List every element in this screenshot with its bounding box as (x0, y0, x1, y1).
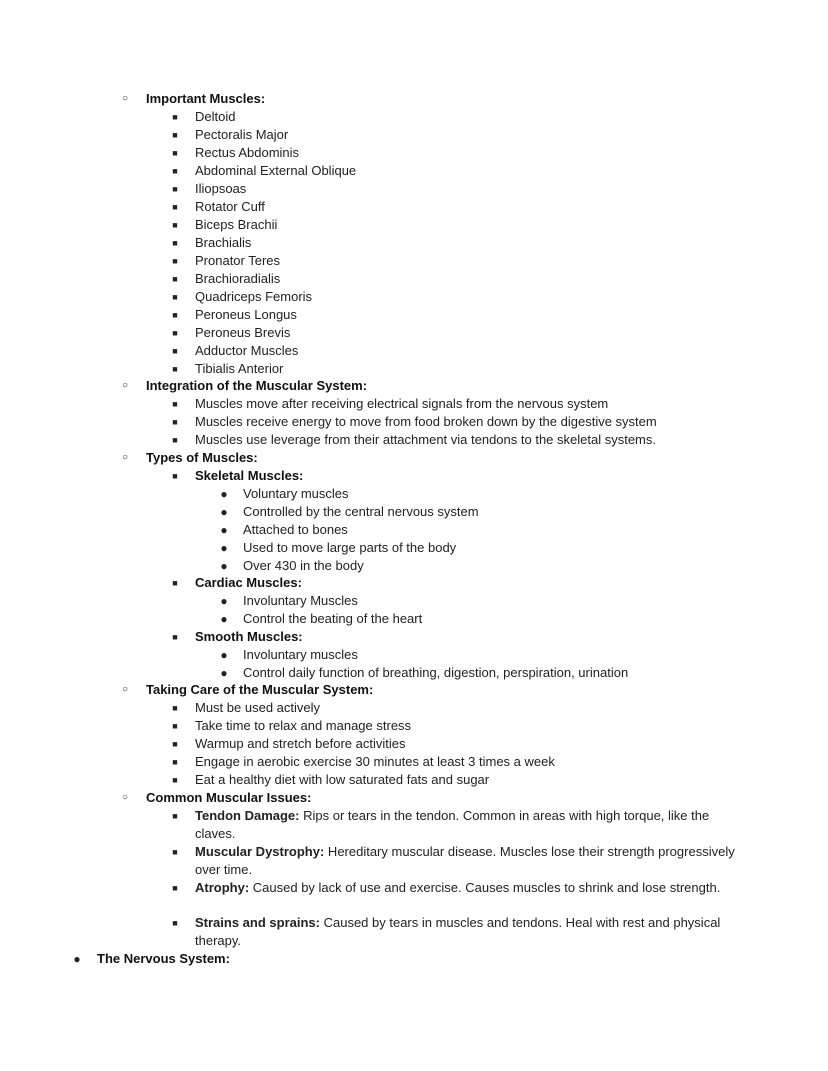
square-bullet-icon: ■ (172, 435, 178, 445)
square-bullet-icon: ■ (172, 775, 178, 785)
section-heading: Common Muscular Issues: (146, 790, 312, 805)
list-item-text: Muscles receive energy to move from food broken down by the digestive system (195, 414, 657, 429)
list-item-text: Abdominal External Oblique (195, 163, 357, 178)
list-item-text: Peroneus Longus (195, 307, 297, 322)
list-item-text: Attached to bones (243, 522, 348, 537)
list-item-text: Must be used actively (195, 700, 321, 715)
square-bullet-icon: ■ (172, 220, 178, 230)
square-bullet-icon: ■ (172, 310, 178, 320)
issue-term: Muscular Dystrophy: (195, 844, 325, 859)
list-item-text: Muscles move after receiving electrical signals from the nervous system (195, 396, 609, 411)
hollow-bullet-icon: ○ (121, 452, 129, 463)
list-item-text: Pectoralis Major (195, 127, 289, 142)
dot-bullet-icon: ● (220, 648, 228, 662)
square-bullet-icon: ■ (172, 703, 178, 713)
list-item-text: Take time to relax and manage stress (195, 718, 412, 733)
list-item-text: Eat a healthy diet with low saturated fats and sugar (195, 772, 490, 787)
section-heading: Important Muscles: (146, 91, 266, 106)
list-item-text: Warmup and stretch before activities (195, 736, 406, 751)
dot-bullet-icon: ● (73, 952, 81, 966)
square-bullet-icon: ■ (172, 811, 178, 821)
section-heading: Types of Muscles: (146, 450, 258, 465)
list-item-text: Biceps Brachii (195, 217, 278, 232)
square-bullet-icon: ■ (172, 721, 178, 731)
issue-description: Hereditary muscular disease. Muscles lose their strength progressively over time. (195, 844, 735, 877)
issue-term: Atrophy: (195, 880, 250, 895)
list-item-text: Adductor Muscles (195, 343, 299, 358)
list-item-text: Control daily function of breathing, digestion, perspiration, urination (243, 665, 629, 680)
issue-description: Rips or tears in the tendon. Common in areas with high torque, like the claves. (195, 808, 710, 841)
dot-bullet-icon: ● (220, 505, 228, 519)
square-bullet-icon: ■ (172, 883, 178, 893)
subsection-heading: Cardiac Muscles: (195, 575, 302, 590)
square-bullet-icon: ■ (172, 166, 178, 176)
square-bullet-icon: ■ (172, 757, 178, 767)
dot-bullet-icon: ● (220, 612, 228, 626)
square-bullet-icon: ■ (172, 346, 178, 356)
hollow-bullet-icon: ○ (121, 684, 129, 695)
issue-text (195, 879, 735, 897)
list-item-text: Control the beating of the heart (243, 611, 423, 626)
square-bullet-icon: ■ (172, 578, 178, 588)
square-bullet-icon: ■ (172, 184, 178, 194)
section-heading: Taking Care of the Muscular System: (146, 682, 374, 697)
list-item-text: Deltoid (195, 109, 236, 124)
square-bullet-icon: ■ (172, 847, 178, 857)
list-item-text: Brachioradialis (195, 271, 281, 286)
hollow-bullet-icon: ○ (121, 792, 129, 803)
list-item-text: Quadriceps Femoris (195, 289, 313, 304)
square-bullet-icon: ■ (172, 292, 178, 302)
square-bullet-icon: ■ (172, 202, 178, 212)
list-item-text: Used to move large parts of the body (243, 540, 457, 555)
dot-bullet-icon: ● (220, 487, 228, 501)
square-bullet-icon: ■ (172, 471, 178, 481)
issue-text (195, 843, 735, 879)
dot-bullet-icon: ● (220, 541, 228, 555)
dot-bullet-icon: ● (220, 559, 228, 573)
square-bullet-icon: ■ (172, 256, 178, 266)
list-item-text: Peroneus Brevis (195, 325, 291, 340)
square-bullet-icon: ■ (172, 918, 178, 928)
square-bullet-icon: ■ (172, 364, 178, 374)
dot-bullet-icon: ● (220, 523, 228, 537)
square-bullet-icon: ■ (172, 130, 178, 140)
square-bullet-icon: ■ (172, 238, 178, 248)
list-item-text: Rectus Abdominis (195, 145, 300, 160)
square-bullet-icon: ■ (172, 417, 178, 427)
list-item-text: Involuntary muscles (243, 647, 358, 662)
issue-term: Tendon Damage: (195, 808, 300, 823)
dot-bullet-icon: ● (220, 594, 228, 608)
issue-description: Caused by tears in muscles and tendons. Heal with rest and physical therapy. (195, 915, 721, 948)
topic-heading: The Nervous System: (97, 951, 230, 966)
issue-term: Strains and sprains: (195, 915, 320, 930)
issue-description: Caused by lack of use and exercise. Causes muscles to shrink and lose strength. (249, 880, 721, 895)
list-item-text: Involuntary Muscles (243, 593, 358, 608)
square-bullet-icon: ■ (172, 632, 178, 642)
issue-text (195, 807, 735, 843)
dot-bullet-icon: ● (220, 666, 228, 680)
square-bullet-icon: ■ (172, 399, 178, 409)
square-bullet-icon: ■ (172, 739, 178, 749)
subsection-heading: Smooth Muscles: (195, 629, 303, 644)
square-bullet-icon: ■ (172, 112, 178, 122)
list-item-text: Engage in aerobic exercise 30 minutes at least 3 times a week (195, 754, 555, 769)
hollow-bullet-icon: ○ (121, 93, 129, 104)
subsection-heading: Skeletal Muscles: (195, 468, 304, 483)
list-item-text: Tibialis Anterior (195, 361, 284, 376)
section-heading: Integration of the Muscular System: (146, 378, 368, 393)
list-item-text: Brachialis (195, 235, 252, 250)
list-item-text: Iliopsoas (195, 181, 247, 196)
list-item-text: Over 430 in the body (243, 558, 364, 573)
square-bullet-icon: ■ (172, 328, 178, 338)
square-bullet-icon: ■ (172, 274, 178, 284)
list-item-text: Rotator Cuff (195, 199, 265, 214)
square-bullet-icon: ■ (172, 148, 178, 158)
hollow-bullet-icon: ○ (121, 380, 129, 391)
list-item-text: Voluntary muscles (243, 486, 349, 501)
list-item-text: Controlled by the central nervous system (243, 504, 479, 519)
list-item-text: Muscles use leverage from their attachment via tendons to the skeletal systems. (195, 432, 656, 447)
issue-text (195, 914, 735, 950)
list-item-text: Pronator Teres (195, 253, 281, 268)
